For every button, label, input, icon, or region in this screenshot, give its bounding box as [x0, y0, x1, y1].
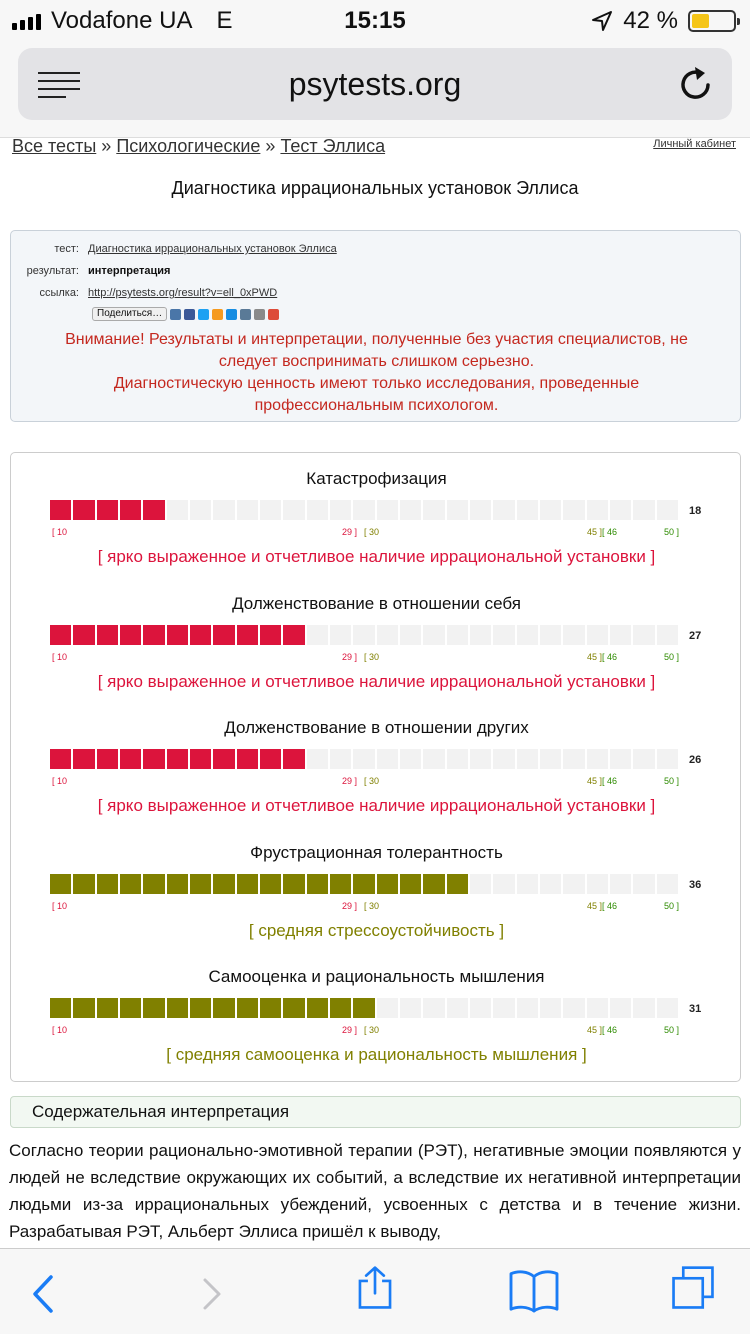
scale-tick-label: 29 ] [342, 1025, 358, 1035]
scale-bar [50, 500, 680, 520]
scales-box [10, 452, 741, 1082]
scale-name: Самооценка и рациональность мышления [208, 967, 545, 986]
scale-bar-empty-cell [447, 998, 468, 1018]
scale-bar-empty-cell [563, 998, 584, 1018]
warning-line: профессиональным психологом. [254, 397, 499, 414]
interpretation-heading[interactable]: Содержательная интерпретация [10, 1096, 741, 1128]
result-url-link[interactable]: http://psytests.org/result?v=ell_0xPWD [88, 287, 278, 299]
scale-bar-empty-cell [540, 749, 561, 769]
facebook-icon[interactable] [184, 309, 195, 320]
scale-bar-filled-cell [97, 749, 118, 769]
battery-percent: 42 % [623, 7, 678, 34]
link-label: ссылка: [39, 287, 79, 299]
scale-bar-filled-cell [50, 874, 71, 894]
scale-bar-filled-cell [447, 874, 468, 894]
scale-verdict: [ средняя стрессоустойчивость ] [248, 920, 505, 940]
breadcrumb-all-tests[interactable]: Все тесты [12, 136, 97, 156]
link-value [88, 287, 277, 299]
scale-ticks [50, 1025, 680, 1037]
scale-bar-empty-cell [587, 874, 608, 894]
scale-bar-filled-cell [377, 874, 398, 894]
status-time: 15:15 [344, 7, 406, 34]
scale-bar-filled-cell [283, 625, 304, 645]
scale-bar-empty-cell [330, 749, 351, 769]
vk-icon[interactable] [170, 309, 181, 320]
scale-bar-empty-cell [400, 625, 421, 645]
livejournal-icon[interactable] [240, 309, 251, 320]
scale-bar-empty-cell [400, 749, 421, 769]
scale-ticks [50, 652, 680, 664]
scale-bar-filled-cell [143, 625, 164, 645]
result-label: результат: [26, 265, 79, 277]
scale-bar-filled-cell [307, 874, 328, 894]
scale-bar-empty-cell [493, 998, 514, 1018]
scale-bar-empty-cell [190, 500, 211, 520]
scale-bar-filled-cell [353, 874, 374, 894]
scale-tick-label: 45 ] [587, 776, 603, 786]
scale-bar-filled-cell [120, 998, 141, 1018]
scale-bar-filled-cell [50, 500, 71, 520]
scale-bar-empty-cell [610, 500, 631, 520]
scale-bar-empty-cell [517, 500, 538, 520]
scale-bar-empty-cell [517, 874, 538, 894]
scale-tick-label: [ 10 [52, 776, 68, 786]
scale-bar-filled-cell [423, 874, 444, 894]
scale-bar-empty-cell [563, 625, 584, 645]
result-value: интерпретация [88, 265, 171, 277]
scale-bar-empty-cell [517, 625, 538, 645]
scale-bar-empty-cell [260, 500, 281, 520]
scale-bar-filled-cell [120, 749, 141, 769]
scale-bar [50, 874, 680, 894]
scale-bar-filled-cell [283, 998, 304, 1018]
warning-line: следует воспринимать слишком серьезно. [218, 353, 535, 370]
personal-cabinet-link[interactable]: Личный кабинет [653, 138, 736, 150]
scale-bar-empty-cell [353, 749, 374, 769]
scale-verdict: [ ярко выраженное и отчетливое наличие иррациональной установки ] [97, 671, 656, 691]
scale-tick-label: [ 46 [602, 651, 618, 662]
scale-bar-empty-cell [587, 998, 608, 1018]
scale-bar-empty-cell [353, 500, 374, 520]
scale-bar-filled-cell [120, 874, 141, 894]
scale-bar-empty-cell [633, 500, 654, 520]
scale-bar-filled-cell [307, 998, 328, 1018]
scale-bar-filled-cell [190, 874, 211, 894]
moimir-icon[interactable] [226, 309, 237, 320]
scale-bar-empty-cell [493, 625, 514, 645]
scale-ticks [50, 776, 680, 788]
scale-bar-filled-cell [190, 749, 211, 769]
url-text[interactable]: psytests.org [288, 66, 462, 102]
scale-bar-filled-cell [213, 874, 234, 894]
scale-bar-filled-cell [143, 500, 164, 520]
scale-bar-empty-cell [563, 500, 584, 520]
scale-name: Фрустрационная толерантность [250, 842, 503, 862]
scale-score: 31 [689, 1003, 702, 1015]
status-bar [0, 0, 750, 42]
scale-tick-label: 29 ] [342, 900, 358, 911]
scale-bar-empty-cell [447, 625, 468, 645]
scale-row [11, 453, 742, 577]
scale-bar-filled-cell [237, 874, 258, 894]
scale-tick-label: [ 46 [602, 527, 618, 537]
scale-bar-filled-cell [143, 998, 164, 1018]
scale-bar-empty-cell [587, 625, 608, 645]
scale-name: Долженствование в отношении других [224, 718, 529, 737]
scale-tick-label: 50 ] [664, 900, 680, 911]
scale-tick-label: [ 10 [52, 900, 68, 911]
scale-tick-label: 50 ] [664, 1025, 680, 1035]
scale-bar-empty-cell [610, 998, 631, 1018]
scale-bar-filled-cell [97, 998, 118, 1018]
scale-verdict: [ ярко выраженное и отчетливое наличие иррациональной установки ] [97, 796, 656, 815]
scale-bar-empty-cell [213, 500, 234, 520]
scale-score: 18 [689, 505, 702, 517]
scale-bar-empty-cell [423, 749, 444, 769]
scale-bar-empty-cell [423, 625, 444, 645]
scale-bar-empty-cell [307, 500, 328, 520]
scale-tick-label: 45 ] [587, 1025, 603, 1035]
scale-bar-filled-cell [97, 874, 118, 894]
scale-bar-filled-cell [120, 500, 141, 520]
scale-row [11, 702, 742, 826]
scale-bar-empty-cell [633, 625, 654, 645]
scale-bar-empty-cell [470, 500, 491, 520]
scale-bar-empty-cell [307, 625, 328, 645]
scale-bar-empty-cell [610, 625, 631, 645]
scale-tick-label: [ 46 [602, 1025, 618, 1035]
scale-bar-filled-cell [213, 749, 234, 769]
scale-verdict: [ средняя самооценка и рациональность мышления ] [166, 1045, 587, 1064]
scale-tick-label: 50 ] [664, 651, 680, 662]
share-icon[interactable] [350, 1265, 400, 1311]
scale-bar [50, 625, 680, 645]
reload-icon[interactable] [678, 64, 714, 102]
test-label: тест: [54, 243, 79, 255]
test-value [88, 243, 337, 255]
scale-bar-empty-cell [470, 874, 491, 894]
scale-bar-empty-cell [657, 749, 678, 769]
scale-bar-empty-cell [400, 998, 421, 1018]
scale-bar-filled-cell [190, 998, 211, 1018]
scale-bar-filled-cell [353, 998, 374, 1018]
scale-bar-filled-cell [283, 749, 304, 769]
scale-bar-filled-cell [143, 874, 164, 894]
scale-bar-empty-cell [493, 500, 514, 520]
scale-bar-empty-cell [633, 874, 654, 894]
scale-bar-filled-cell [260, 749, 281, 769]
share-button[interactable]: Поделиться… [92, 307, 167, 321]
scale-score: 36 [689, 878, 702, 891]
scale-bar-empty-cell [517, 998, 538, 1018]
scale-bar-empty-cell [330, 500, 351, 520]
scale-verdict: [ ярко выраженное и отчетливое наличие иррациональной установки ] [97, 547, 656, 566]
scale-bar-empty-cell [517, 749, 538, 769]
scale-tick-label: [ 30 [364, 1025, 380, 1035]
scale-tick-label: 29 ] [342, 776, 358, 786]
warning-line: Внимание! Результаты и интерпретации, полученные без участия специалистов, не [65, 331, 688, 348]
scale-name: Катастрофизация [306, 469, 447, 488]
scale-tick-label: 45 ] [587, 527, 603, 537]
scale-bar-empty-cell [633, 998, 654, 1018]
scale-bar-filled-cell [237, 998, 258, 1018]
scale-bar-filled-cell [400, 874, 421, 894]
scale-bar-filled-cell [73, 998, 94, 1018]
scale-bar-filled-cell [73, 500, 94, 520]
share-widget [92, 307, 279, 321]
tabs-icon[interactable] [668, 1265, 718, 1311]
scale-bar-empty-cell [353, 625, 374, 645]
breadcrumb-current[interactable]: Тест Эллиса [280, 136, 386, 156]
google-plus-icon[interactable] [268, 309, 279, 320]
scale-bar-empty-cell [167, 500, 188, 520]
scale-bar-empty-cell [447, 500, 468, 520]
scale-bar [50, 998, 680, 1018]
scale-tick-label: [ 10 [52, 1025, 68, 1035]
scale-bar-filled-cell [213, 625, 234, 645]
book-icon[interactable] [507, 1267, 561, 1313]
scale-tick-label: 50 ] [664, 527, 680, 537]
scale-tick-label: [ 46 [602, 776, 618, 786]
location-arrow-icon [591, 10, 613, 32]
scale-tick-label: [ 30 [364, 651, 380, 662]
scale-bar-filled-cell [330, 874, 351, 894]
scale-tick-label: [ 10 [52, 651, 68, 662]
scale-row [11, 827, 742, 951]
scale-bar-empty-cell [470, 625, 491, 645]
scale-bar-filled-cell [50, 625, 71, 645]
scale-tick-label: [ 30 [364, 776, 380, 786]
interpretation-text: Согласно теории рационально-эмотивной терапии (РЭТ), негативные эмоции появляются у людей не вследствие окружающих их событий, а вследствие их негативной интерпретации людьми из-за иррациональных убеждений, усвоенных с детства и в течение жизни. Разрабатывая РЭТ, Альберт Эллиса пришёл к выводу, [9, 1141, 741, 1241]
page-title: Диагностика иррациональных установок Эллиса [171, 178, 579, 198]
network-type: E [216, 7, 233, 34]
scale-bar-empty-cell [540, 625, 561, 645]
scale-bar-filled-cell [260, 874, 281, 894]
scale-name: Долженствование в отношении себя [232, 593, 521, 613]
scale-tick-label: [ 30 [364, 900, 380, 911]
scale-bar-empty-cell [377, 749, 398, 769]
odnoklassniki-icon[interactable] [212, 309, 223, 320]
scale-bar-empty-cell [563, 749, 584, 769]
scale-bar-filled-cell [50, 749, 71, 769]
scale-tick-label: 50 ] [664, 776, 680, 786]
scale-bar-empty-cell [400, 500, 421, 520]
scale-bar-empty-cell [447, 749, 468, 769]
scale-bar-filled-cell [260, 625, 281, 645]
scale-bar-filled-cell [167, 625, 188, 645]
scale-tick-label: 45 ] [587, 900, 603, 911]
scale-bar-filled-cell [260, 998, 281, 1018]
test-link[interactable]: Диагностика иррациональных установок Эллиса [88, 243, 337, 255]
scale-tick-label: [ 30 [364, 527, 380, 537]
scale-bar-filled-cell [213, 998, 234, 1018]
breadcrumb [12, 136, 385, 157]
scale-ticks [50, 527, 680, 539]
scale-bar-empty-cell [377, 998, 398, 1018]
scale-bar-filled-cell [97, 625, 118, 645]
scale-bar-filled-cell [167, 998, 188, 1018]
scale-bar-empty-cell [563, 874, 584, 894]
scale-tick-label: 29 ] [342, 651, 358, 662]
scale-bar-filled-cell [330, 998, 351, 1018]
scale-score: 27 [689, 629, 702, 642]
link-icon[interactable] [254, 309, 265, 320]
scale-bar-empty-cell [283, 500, 304, 520]
scale-bar-empty-cell [657, 998, 678, 1018]
scale-ticks [50, 901, 680, 913]
battery-icon [688, 10, 736, 32]
chevron-right-icon[interactable] [186, 1271, 236, 1317]
scale-bar-empty-cell [377, 625, 398, 645]
scale-row [11, 951, 742, 1075]
bottom-toolbar [0, 1248, 750, 1334]
scale-bar-empty-cell [587, 749, 608, 769]
scale-bar-empty-cell [423, 998, 444, 1018]
twitter-icon[interactable] [198, 309, 209, 320]
scale-bar-empty-cell [423, 500, 444, 520]
scale-bar-empty-cell [633, 749, 654, 769]
battery-fill [692, 14, 709, 28]
scale-bar-filled-cell [50, 998, 71, 1018]
scale-bar-empty-cell [540, 500, 561, 520]
scale-bar-empty-cell [330, 625, 351, 645]
scale-bar-filled-cell [73, 874, 94, 894]
warning-text [11, 329, 742, 417]
scale-bar [50, 749, 680, 769]
scale-bar-empty-cell [237, 500, 258, 520]
scale-tick-label: 29 ] [342, 527, 358, 537]
scale-bar-filled-cell [167, 874, 188, 894]
breadcrumb-separator: » [101, 136, 112, 156]
scale-bar-empty-cell [470, 749, 491, 769]
scale-bar-filled-cell [283, 874, 304, 894]
scale-bar-empty-cell [540, 998, 561, 1018]
scale-bar-empty-cell [657, 625, 678, 645]
scale-bar-filled-cell [97, 500, 118, 520]
address-bar[interactable] [18, 48, 732, 120]
scale-bar-empty-cell [610, 749, 631, 769]
warning-line: Диагностическую ценность имеют только исследования, проведенные [113, 375, 640, 392]
status-right [591, 7, 736, 35]
scale-bar-filled-cell [237, 749, 258, 769]
scale-bar-empty-cell [587, 500, 608, 520]
scale-bar-empty-cell [493, 874, 514, 894]
breadcrumb-separator: » [265, 136, 276, 156]
scale-bar-filled-cell [73, 749, 94, 769]
scale-bar-empty-cell [470, 998, 491, 1018]
scale-row [11, 578, 742, 702]
carrier-name: Vodafone UA [51, 7, 193, 34]
scale-tick-label: [ 10 [52, 527, 68, 537]
scale-bar-empty-cell [657, 874, 678, 894]
scale-bar-filled-cell [167, 749, 188, 769]
scale-bar-filled-cell [190, 625, 211, 645]
scale-tick-label: [ 46 [602, 900, 618, 911]
scale-bar-filled-cell [120, 625, 141, 645]
scale-bar-filled-cell [73, 625, 94, 645]
scale-bar-filled-cell [143, 749, 164, 769]
scale-bar-empty-cell [540, 874, 561, 894]
result-info-box [10, 230, 741, 422]
scale-score: 26 [689, 754, 702, 766]
scale-bar-empty-cell [377, 500, 398, 520]
scale-bar-empty-cell [657, 500, 678, 520]
scale-bar-empty-cell [307, 749, 328, 769]
breadcrumb-category[interactable]: Психологические [116, 136, 261, 156]
scale-bar-filled-cell [237, 625, 258, 645]
scale-bar-empty-cell [610, 874, 631, 894]
scale-bar-empty-cell [493, 749, 514, 769]
scale-tick-label: 45 ] [587, 651, 603, 662]
browser-toolbar [0, 42, 750, 138]
chevron-left-icon[interactable] [20, 1271, 70, 1317]
